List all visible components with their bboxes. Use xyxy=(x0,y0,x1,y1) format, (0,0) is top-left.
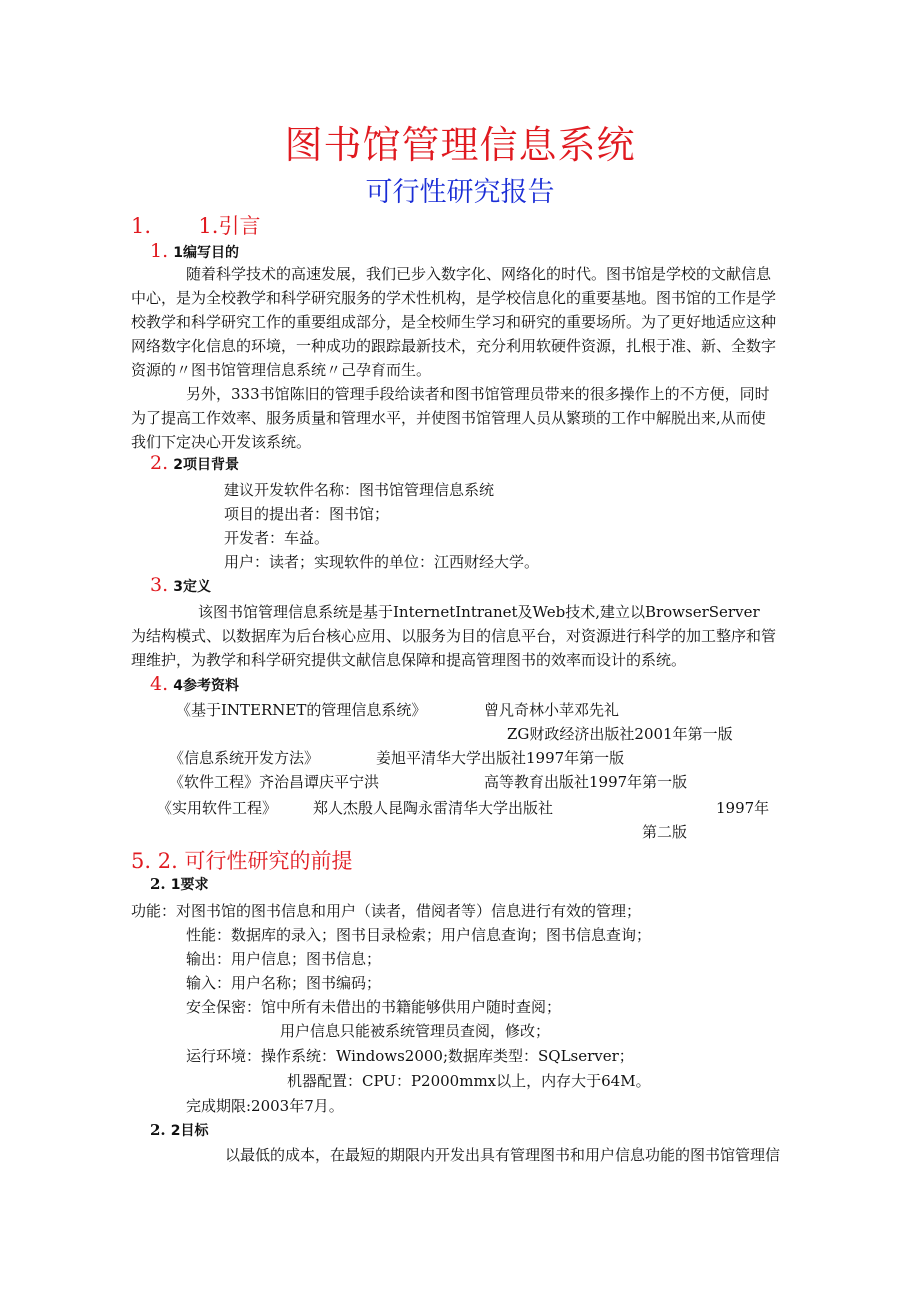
para-1-line-3: 校教学和科学研究工作的重要组成部分，是全校师生学习和研究的重要场所。为了更好地适应这种 xyxy=(131,313,777,331)
subsection-1-3-number: 3. xyxy=(150,574,169,596)
reference-4-year: 1997年 xyxy=(716,799,770,817)
requirement-output: 输出：用户信息；图书信息； xyxy=(186,950,382,968)
subsection-1-1-number: 1. xyxy=(150,240,169,262)
section-2-label: 2. 可行性研究的前提 xyxy=(157,849,353,873)
para-3-line-3: 理维护，为教学和科学研究提供文献信息保障和提高管理图书的效率而设计的系统。 xyxy=(131,651,687,669)
section-2-number: 5. xyxy=(131,849,152,873)
para-2-line-1: 另外，333书馆陈旧的管理手段给读者和图书馆管理员带来的很多操作上的不方便，同时 xyxy=(186,385,770,403)
requirement-deadline: 完成期限:2003年7月。 xyxy=(186,1097,344,1115)
goal-line-1: 以最低的成本，在最短的期限内开发出具有管理图书和用户信息功能的图书馆管理信 xyxy=(225,1146,781,1164)
subsection-1-3-heading xyxy=(150,574,211,596)
document-subtitle: 可行性研究报告 xyxy=(365,177,555,208)
subsection-2-2-number: 2. xyxy=(150,1121,166,1139)
reference-1-publisher: ZG财政经济出版社2001年第一版 xyxy=(507,725,733,743)
requirement-environment-2: 机器配置：CPU：P2000mmx以上，内存大于64M。 xyxy=(287,1072,651,1090)
subsection-1-2-number: 2. xyxy=(150,452,169,474)
subsection-2-1-number: 2. xyxy=(150,875,166,893)
para-3-line-1: 该图书馆管理信息系统是基于InternetIntranet及Web技术,建立以BrowserServer xyxy=(198,603,760,621)
para-1-line-2: 中心，是为全校教学和科学研究服务的学术性机构，是学校信息化的重要基地。图书馆的工作是学 xyxy=(131,289,777,307)
requirement-function: 功能：对图书馆的图书信息和用户（读者，借阅者等）信息进行有效的管理； xyxy=(131,902,642,920)
reference-1-authors: 曾凡奇林小苹邓先礼 xyxy=(484,701,620,719)
para-1-line-4: 网络数字化信息的环境，一种成功的跟踪最新技术，充分利用软硬件资源，扎根于准、新、全数字 xyxy=(131,337,777,355)
subsection-2-2-label: 2目标 xyxy=(170,1123,209,1139)
subsection-1-1-label: 1编写目的 xyxy=(173,245,239,261)
para-2-line-2: 为了提高工作效率、服务质量和管理水平，并使图书馆管理人员从繁琐的工作中解脱出来,从而使 xyxy=(131,409,766,427)
subsection-1-4-number: 4. xyxy=(150,673,169,695)
subsection-2-2-heading xyxy=(150,1120,209,1140)
reference-4-edition: 第二版 xyxy=(642,823,688,841)
requirement-security-1: 安全保密：馆中所有未借出的书籍能够供用户随时查阅； xyxy=(186,998,562,1016)
document-title: 图书馆管理信息系统 xyxy=(284,123,636,167)
reference-2-title: 《信息系统开发方法》 xyxy=(169,749,320,767)
background-line-4: 用户：读者；实现软件的单位：江西财经大学。 xyxy=(224,553,540,571)
section-1-number: 1. xyxy=(131,214,152,238)
reference-4-title: 《实用软件工程》 xyxy=(157,799,278,817)
background-line-3: 开发者：车益。 xyxy=(224,529,330,547)
requirement-input: 输入：用户名称；图书编码； xyxy=(186,974,382,992)
subsection-1-3-label: 3定义 xyxy=(173,579,211,595)
para-2-line-3: 我们下定决心开发该系统。 xyxy=(131,433,312,451)
subsection-1-4-heading xyxy=(150,673,239,695)
subsection-2-1-label: 1要求 xyxy=(170,877,209,893)
subsection-1-2-heading xyxy=(150,452,239,474)
section-1-label: 1.引言 xyxy=(198,214,261,238)
reference-2-details: 姜旭平清华大学出版社1997年第一版 xyxy=(376,749,625,767)
requirement-security-2: 用户信息只能被系统管理员查阅，修改； xyxy=(280,1022,551,1040)
para-1-line-1: 随着科学技术的高速发展，我们已步入数字化、网络化的时代。图书馆是学校的文献信息 xyxy=(186,265,772,283)
para-1-line-5: 资源的〃图书馆管理信息系统〃己孕育而生。 xyxy=(131,361,432,379)
background-line-2: 项目的提出者：图书馆； xyxy=(224,505,390,523)
section-2-heading xyxy=(131,845,352,875)
subsection-1-4-label: 4参考资料 xyxy=(173,678,239,694)
background-line-1: 建议开发软件名称：图书馆管理信息系统 xyxy=(224,481,495,499)
subsection-1-2-label: 2项目背景 xyxy=(173,457,239,473)
reference-3-details: 高等教育出版社1997年第一版 xyxy=(484,773,688,791)
reference-1-title: 《基于INTERNET的管理信息系统》 xyxy=(176,701,427,719)
reference-3-title: 《软件工程》齐治昌谭庆平宁洪 xyxy=(169,773,380,791)
para-3-line-2: 为结构模式、以数据库为后台核心应用、以服务为目的信息平台，对资源进行科学的加工整序和管 xyxy=(131,627,777,645)
subsection-1-1-heading xyxy=(150,240,239,262)
requirement-environment-1: 运行环境：操作系统：Windows2000;数据库类型：SQLserver； xyxy=(186,1047,634,1065)
requirement-performance: 性能：数据库的录入；图书目录检索；用户信息查询；图书信息查询； xyxy=(186,926,652,944)
subsection-2-1-heading xyxy=(150,874,209,894)
section-1-heading xyxy=(131,210,260,240)
reference-4-authors: 郑人杰殷人昆陶永雷清华大学出版社 xyxy=(313,799,554,817)
